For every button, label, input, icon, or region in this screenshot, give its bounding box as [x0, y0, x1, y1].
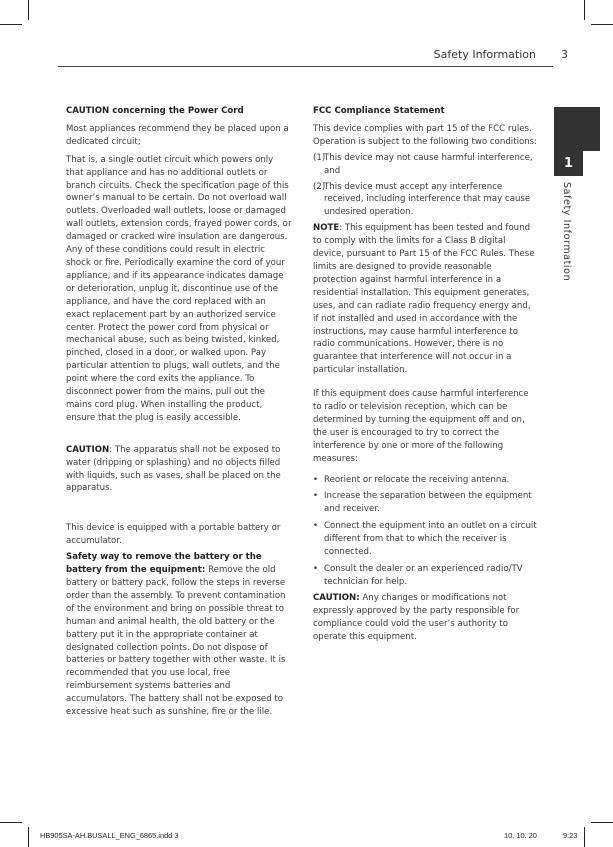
battery-removal-heading: Safety way to remove the battery or the battery from the equipment: [66, 552, 262, 576]
caution-water-paragraph [66, 444, 292, 496]
caution-modifications-paragraph [313, 592, 538, 644]
fcc-conditions-list [313, 152, 538, 220]
battery-removal-text: Remove the old battery or battery pack, follow the steps in reverse order than the assembly. To prevent contamination of the environment and bring on possible threat to human and animal health, the old battery or the battery put it in the appropriate container at designated collection points. Do not dispose of batteries or battery together with other waste. It is recommended that you use local, free reimbursement systems batteries and accumulators. The battery shall not be exposed to excessive heat such as sunshine, fire or the lile. [66, 565, 286, 718]
caution-label: CAUTION: [313, 592, 360, 603]
caution-water-text: : The apparatus shall not be exposed to water (dripping or splashing) and no objects filled with liquids, such as vases, shall be placed on the apparatus. [66, 444, 281, 494]
list-item: • Increase the separation between the equipment and receiver. [313, 490, 538, 516]
chapter-label: Safety Information [561, 182, 572, 282]
list-item: • Reorient or relocate the receiving antenna. [313, 474, 538, 487]
fcc-note-paragraph [313, 222, 538, 377]
power-cord-heading: CAUTION concerning the Power Cord [66, 106, 244, 116]
note-label: NOTE [313, 223, 340, 234]
footer-file-name: HB905SA-AH.BUSALL_ENG_6865.indd 3 [40, 831, 179, 840]
crop-mark [584, 827, 585, 847]
chapter-tab [554, 107, 600, 151]
list-item: • Consult the dealer or an experienced radio/TV technician for help. [313, 563, 538, 589]
battery-removal-paragraph [66, 551, 292, 719]
page-number: 3 [561, 48, 568, 61]
list-item: (1) This device may not cause harmful interference, and [313, 152, 533, 176]
crop-mark [591, 24, 613, 25]
list-item: (2) This device must accept any interference received, including interference that may cause undesired operation. [313, 181, 531, 218]
section-title: Safety Information [433, 48, 536, 61]
crop-mark [591, 822, 613, 823]
power-cord-paragraph-1: Most appliances recommend they be placed upon a dedicated circuit; [66, 123, 289, 147]
crop-mark [0, 24, 22, 25]
footer-time: 9:23 [563, 831, 578, 840]
caution-label: CAUTION [66, 444, 110, 455]
list-item: • Connect the equipment into an outlet on a circuit different from that to which the receiver is connected. [313, 520, 538, 559]
crop-mark [28, 827, 29, 847]
crop-mark [0, 822, 22, 823]
crop-mark [28, 0, 29, 20]
footer-date: 10. 10. 20 [504, 831, 537, 840]
fcc-heading: FCC Compliance Statement [313, 106, 445, 116]
chapter-label-container [558, 182, 578, 292]
left-column [66, 105, 292, 719]
battery-paragraph-1: This device is equipped with a portable battery or accumulator. [66, 523, 281, 547]
fcc-intro: This device complies with part 15 of the FCC rules. Operation is subject to the following two conditions: [313, 123, 538, 147]
header-rule [58, 66, 553, 67]
measures-list [313, 474, 538, 589]
note-text: : This equipment has been tested and found to comply with the limits for a Class B digital device, pursuant to Part 15 of the FCC Rules. These limits are designed to provide reasonable protection against harmful interference in a residential installation. This equipment generates, uses, and can radiate radio frequency energy and, if not installed and used in accordance with the instructions, may cause harmful interference to radio communications. However, there is no guarantee that interference will not occur in a particular installation. [313, 223, 535, 376]
right-column [313, 105, 538, 643]
crop-mark [584, 0, 585, 20]
caution-modifications-text: Any changes or modifications not expressly approved by the party responsible for compliance could void the user’s authority to operate this equipment. [313, 592, 520, 642]
power-cord-paragraph-2: That is, a single outlet circuit which powers only that appliance and has no additional outlets or branch circuits. Check the specification page of this owner’s manual to be certain. Do not overload wall outlets. Overloaded wall outlets, loose or damaged wall outlets, extension cords, frayed power cords, or damaged or cracked wire insulation are dangerous. Any of these conditions could result in electric shock or fire. Periodically examine the cord of your appliance, and if its appearance indicates damage or deterioration, unplug it, discontinue use of the appliance, and have the cord replaced with an exact replacement part by an authorized service center. Protect the power cord from physical or mechanical abuse, such as being twisted, kinked, pinched, closed in a door, or walked upon. Pay particular attention to plugs, wall outlets, and the point where the cord exits the appliance. To disconnect power from the mains, pull out the mains cord plug. When installing the product, ensure that the plug is easily accessible. [66, 154, 292, 423]
chapter-number: 1 [554, 151, 583, 176]
interference-paragraph: If this equipment does cause harmful interference to radio or television reception, which can be determined by turning the equipment off and on, the user is encouraged to try to correct the interference by one or more of the following measures: [313, 389, 529, 464]
